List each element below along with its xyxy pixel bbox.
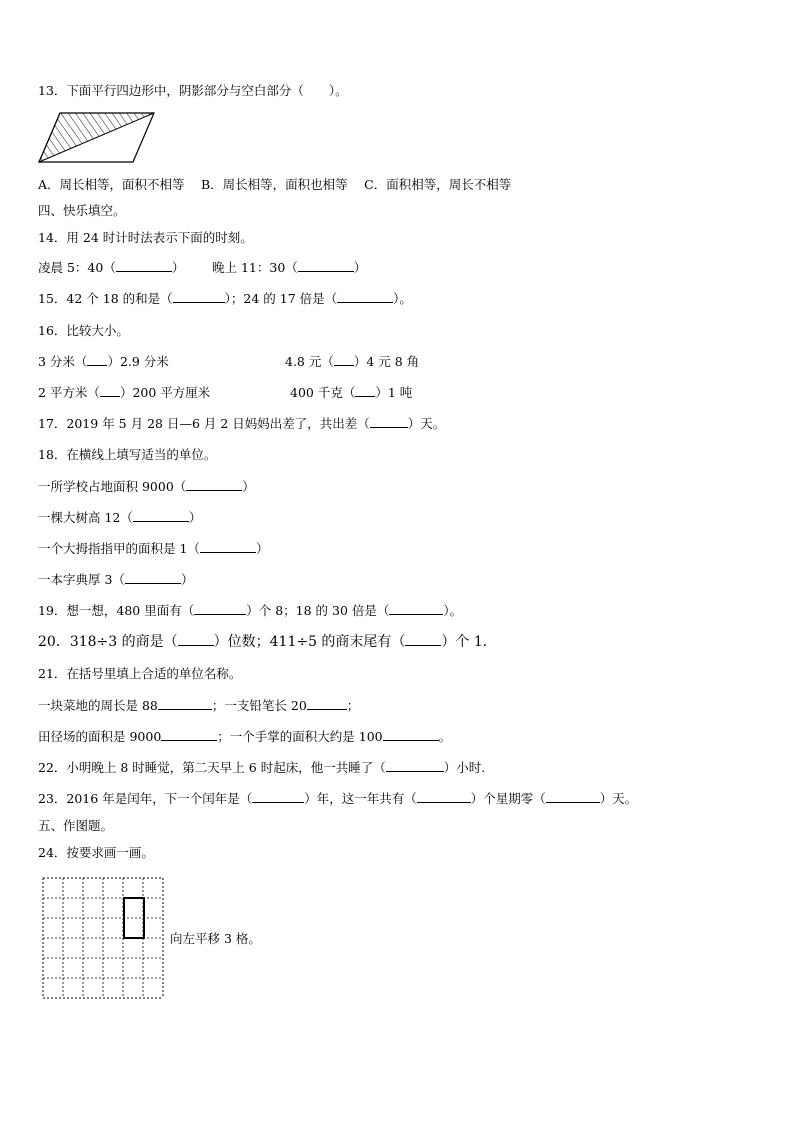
answer-blank[interactable] [186,479,242,491]
q19-part1: 19．想一想，480 里面有（ [38,603,195,618]
answer-blank[interactable] [158,698,212,710]
parallelogram-figure [37,111,157,165]
q13-options: A．周长相等，面积不相等 B．周长相等，面积也相等 C．面积相等，周长不相等 [38,177,512,192]
answer-blank[interactable] [200,541,256,553]
q14-stem: 14．用 24 时计时法表示下面的时刻。 [38,230,253,245]
answer-blank[interactable] [87,354,107,366]
q23-part1: 23．2016 年是闰年，下一个闰年是（ [38,791,253,806]
q16-text: ）200 平方厘米 [119,385,211,400]
q23 [38,791,637,807]
q21-row2 [38,729,451,745]
answer-blank[interactable] [546,791,600,803]
answer-blank[interactable] [298,260,354,272]
q17 [38,416,445,432]
q20-part3: ）个 1． [441,634,497,650]
q18-stem: 18．在横线上填写适当的单位。 [38,447,217,462]
answer-blank[interactable] [355,385,375,397]
q17-part1: 17．2019 年 5 月 28 日—6 月 2 日妈妈出差了，共出差（ [38,416,370,431]
answer-blank[interactable] [161,729,217,741]
section-four-title: 四、快乐填空。 [38,203,126,218]
q19-part3: ）。 [443,603,463,618]
q18-item2 [38,510,201,526]
answer-blank[interactable] [125,572,181,584]
q14-a-suffix: ） [171,260,185,275]
answer-blank[interactable] [417,791,471,803]
answer-blank[interactable] [334,354,354,366]
q16-text: ）1 吨 [375,385,413,400]
q16-text: 400 千克（ [290,385,356,400]
q24-stem: 24．按要求画一画。 [38,845,154,860]
q21-text: ；一个手掌的面积大约是 100 [217,729,383,744]
q16-text: 3 分米（ [38,354,88,369]
q18-item3 [38,541,268,557]
q16-row1-left [38,354,169,370]
answer-blank[interactable] [100,385,120,397]
q14-b [212,260,366,276]
q21-stem: 21．在括号里填上合适的单位名称。 [38,666,242,681]
q16-text: ）2.9 分米 [107,354,169,369]
q16-text: ）4 元 8 角 [353,354,420,369]
q14-b-prefix: 晚上 11：30（ [212,260,298,275]
answer-blank[interactable] [337,291,393,303]
q22-part1: 22．小明晚上 8 时睡觉，第二天早上 6 时起床，他一共睡了（ [38,760,386,775]
q18-close: ） [188,510,202,525]
q21-text: 一块菜地的周长是 88 [38,698,158,713]
q21-row1 [38,698,359,714]
section-five-title: 五、作图题。 [38,818,114,833]
q20-part2: ）位数；411÷5 的商末尾有（ [213,634,406,650]
q24-instruction: 向左平移 3 格。 [170,931,261,946]
q15-part1: 15．42 个 18 的和是（ [38,291,173,306]
q14-a-prefix: 凌晨 5：40（ [38,260,116,275]
answer-blank[interactable] [389,603,443,615]
q13-stem: 13．下面平行四边形中，阴影部分与空白部分（ ）。 [38,83,348,98]
q16-text: 4.8 元（ [285,354,334,369]
answer-blank[interactable] [173,291,225,303]
q18-text: 一所学校占地面积 9000（ [38,479,187,494]
answer-blank[interactable] [178,634,214,646]
q18-close: ） [180,572,194,587]
q16-row2-right [290,385,412,401]
q17-part2: ）天。 [407,416,446,431]
q15-part3: ）。 [393,291,412,306]
q21-text: ；一支铅笔长 20 [211,698,307,713]
q18-text: 一棵大树高 12（ [38,510,133,525]
q16-row1-right [285,354,419,370]
q18-item4 [38,572,193,588]
q19 [38,603,462,619]
q18-close: ） [255,541,269,556]
q19-part2: ）个 8；18 的 30 倍是（ [246,603,390,618]
answer-blank[interactable] [307,698,347,710]
q14-answers [38,260,184,276]
q15 [38,291,412,307]
answer-blank[interactable] [383,729,439,741]
q18-close: ） [242,479,255,494]
q18-text: 一本字典厚 3（ [38,572,125,587]
answer-blank[interactable] [405,634,441,646]
q16-text: 2 平方米（ [38,385,100,400]
q20 [38,634,497,650]
answer-blank[interactable] [194,603,246,615]
q23-part4: ）天。 [599,791,638,806]
q22 [38,760,485,776]
q15-part2: ）；24 的 17 倍是（ [224,291,338,306]
q21-text: ； [346,698,360,713]
q18-text: 一个大拇指指甲的面积是 1（ [38,541,200,556]
q18-item1 [38,479,255,495]
q21-text: 田径场的面积是 9000 [38,729,162,744]
q21-text: 。 [438,729,452,744]
q16-stem: 16．比较大小。 [38,323,129,338]
answer-blank[interactable] [116,260,172,272]
q23-part3: ）个星期零（ [470,791,546,806]
q16-row2-left [38,385,210,401]
answer-blank[interactable] [370,416,408,428]
q14-b-suffix: ） [353,260,367,275]
q20-part1: 20．318÷3 的商是（ [38,634,178,650]
q22-part2: ）小时. [443,760,486,775]
q23-part2: ）年，这一年共有（ [304,791,417,806]
answer-blank[interactable] [386,760,444,772]
answer-blank[interactable] [252,791,304,803]
drawing-grid[interactable] [42,877,166,1001]
answer-blank[interactable] [133,510,189,522]
